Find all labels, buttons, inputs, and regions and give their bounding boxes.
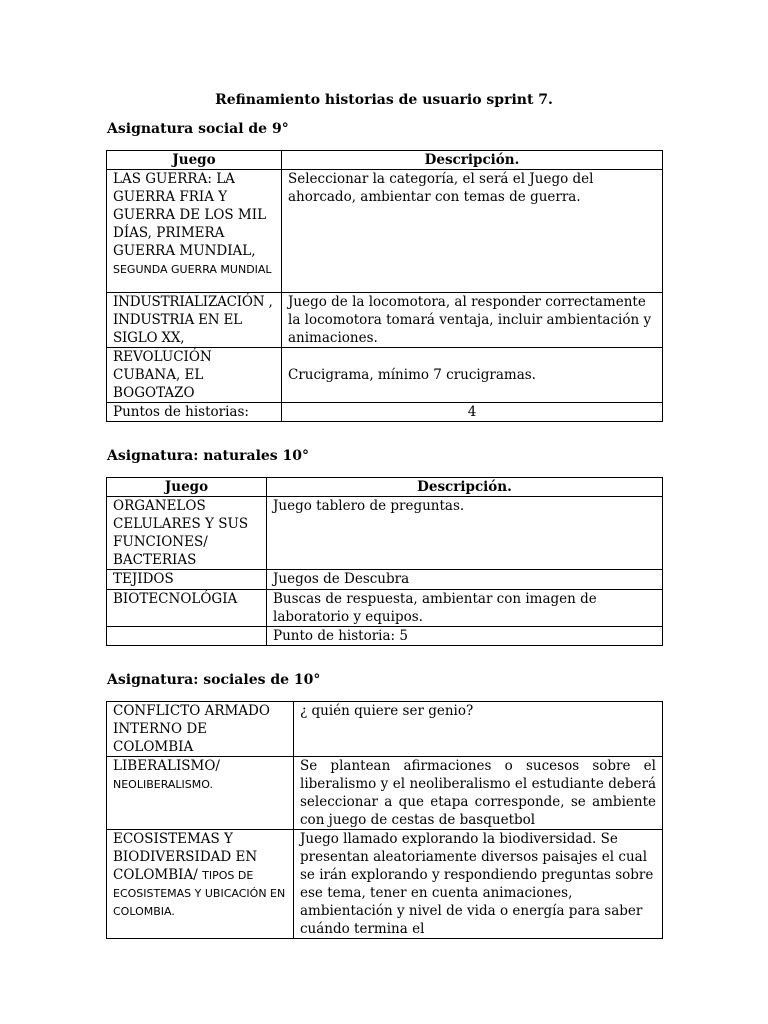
- juego-text: LAS GUERRA: LA GUERRA FRIA Y GUERRA DE LOS MIL DÍAS, PRIMERA GUERRA MUNDIAL,: [113, 171, 267, 259]
- story-points-value: Punto de historia: 5: [267, 627, 663, 646]
- juego-subtext: SEGUNDA GUERRA MUNDIAL: [113, 263, 272, 276]
- table-footer-row: [107, 403, 663, 422]
- juego-subtext: TIPOS DE ECOSISTEMAS Y UBICACIÓN EN COLOMBIA.: [113, 869, 286, 918]
- story-points-label: [107, 627, 267, 646]
- cell-juego: REVOLUCIÓN CUBANA, EL BOGOTAZO: [107, 348, 282, 403]
- table-row: [107, 348, 663, 403]
- cell-juego: [107, 830, 294, 939]
- cell-descripcion: Se plantean afirmaciones o sucesos sobre el liberalismo y el neoliberalismo el estudiante deberá seleccionar a que etapa corresponde, se ambiente con juego de cestas de basquetbol: [294, 757, 663, 830]
- table-social-9: [106, 150, 663, 422]
- juego-text: ECOSISTEMAS Y BIODIVERSIDAD EN COLOMBIA/: [113, 831, 258, 883]
- table-row: [107, 702, 663, 757]
- document-title: Refinamiento historias de usuario sprint 7.: [215, 92, 553, 108]
- cell-descripcion: Juego llamado explorando la biodiversidad. Se presentan aleatoriamente diversos paisajes el cual se irán explorando y respondiendo preguntas sobre ese tema, tener en cuenta animaciones, ambientación y nivel de vida o energía para saber cuándo termina el: [294, 830, 663, 939]
- cell-descripcion: Buscas de respuesta, ambientar con imagen de laboratorio y equipos.: [267, 590, 663, 627]
- juego-subtext: NEOLIBERALISMO.: [113, 778, 213, 791]
- cell-descripcion: Seleccionar la categoría, el será el Juego del ahorcado, ambientar con temas de guerra.: [282, 170, 663, 293]
- table-row: [107, 170, 663, 293]
- table-sociales-10: [106, 701, 663, 939]
- cell-descripcion: ¿ quién quiere ser genio?: [294, 702, 663, 757]
- cell-juego: TEJIDOS: [107, 570, 267, 590]
- story-points-label: Puntos de historias:: [107, 403, 282, 422]
- table-row: [107, 293, 663, 348]
- table-footer-row: [107, 627, 663, 646]
- table-row: [107, 497, 663, 570]
- column-header-descripcion: Descripción.: [267, 478, 663, 497]
- column-header-descripcion: Descripción.: [282, 151, 663, 170]
- cell-juego: [107, 757, 294, 830]
- section-heading-naturales-10: Asignatura: naturales 10°: [107, 448, 310, 464]
- juego-text: LIBERALISMO/: [113, 758, 220, 774]
- cell-juego: BIOTECNOLÓGIA: [107, 590, 267, 627]
- story-points-value: 4: [282, 403, 663, 422]
- cell-juego: [107, 170, 282, 293]
- table-row: [107, 590, 663, 627]
- cell-juego: ORGANELOS CELULARES Y SUS FUNCIONES/ BACTERIAS: [107, 497, 267, 570]
- cell-descripcion: Juego tablero de preguntas.: [267, 497, 663, 570]
- table-row: [107, 830, 663, 939]
- table-row: [107, 757, 663, 830]
- cell-juego: INDUSTRIALIZACIÓN , INDUSTRIA EN EL SIGLO XX,: [107, 293, 282, 348]
- cell-juego: CONFLICTO ARMADO INTERNO DE COLOMBIA: [107, 702, 294, 757]
- column-header-juego: Juego: [107, 478, 267, 497]
- table-row: [107, 570, 663, 590]
- column-header-juego: Juego: [107, 151, 282, 170]
- section-heading-sociales-10: Asignatura: sociales de 10°: [107, 672, 321, 688]
- table-naturales-10: [106, 477, 663, 646]
- cell-descripcion: Juego de la locomotora, al responder correctamente la locomotora tomará ventaja, incluir ambientación y animaciones.: [282, 293, 663, 348]
- section-heading-social-9: Asignatura social de 9°: [107, 121, 289, 137]
- cell-descripcion: Crucigrama, mínimo 7 crucigramas.: [282, 348, 663, 403]
- cell-descripcion: Juegos de Descubra: [267, 570, 663, 590]
